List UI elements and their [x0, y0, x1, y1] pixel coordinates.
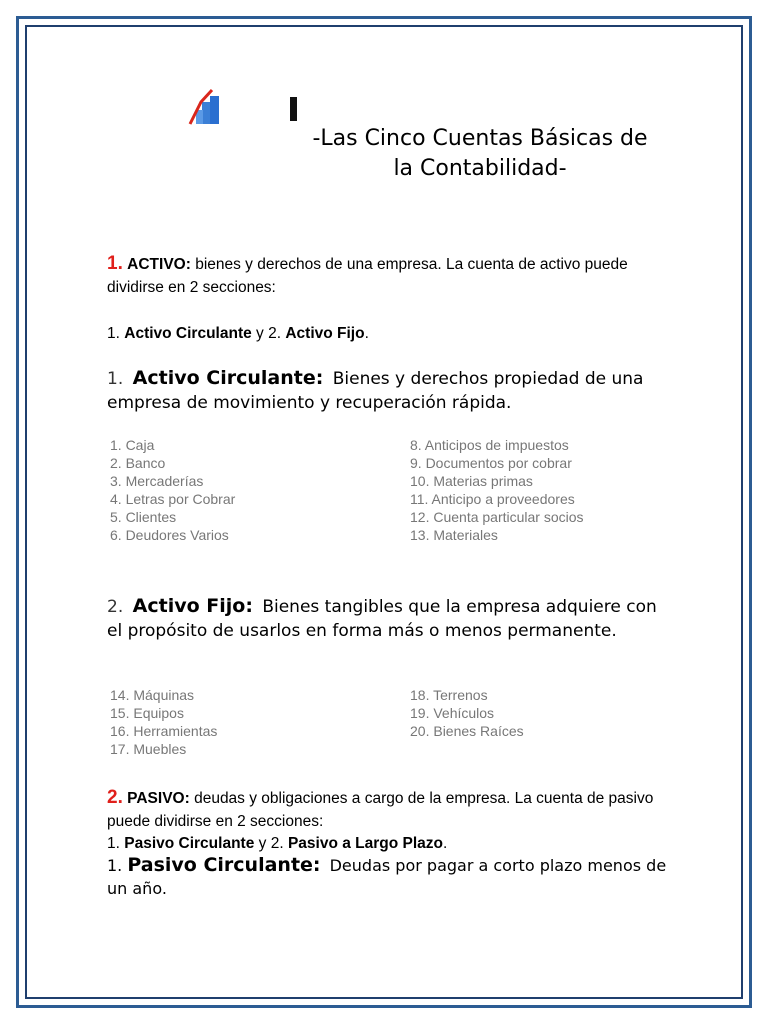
title-line-1: -Las Cinco Cuentas Básicas de	[312, 126, 648, 151]
split-connector: y 2.	[256, 325, 282, 342]
split-end: .	[443, 835, 448, 852]
subsection-text: Deudas por pagar a corto plazo menos de un año.	[107, 856, 667, 898]
section-number: 1.	[107, 253, 123, 274]
section-pasivo	[107, 786, 667, 833]
subsection-pasivo-circulante	[107, 854, 687, 900]
list-item: 4. Letras por Cobrar	[110, 491, 236, 507]
split-item-b: Activo Fijo	[285, 325, 365, 342]
title-line-2: la Contabilidad-	[393, 156, 567, 181]
subsection-heading: Activo Circulante:	[132, 367, 324, 389]
page-title	[280, 124, 680, 184]
section-label: PASIVO:	[127, 790, 190, 807]
list-item: 12. Cuenta particular socios	[410, 509, 584, 525]
subsection-activo-fijo	[107, 594, 667, 643]
section-activo	[107, 252, 667, 299]
subsection-activo-circulante	[107, 366, 667, 415]
subsection-heading: Pasivo Circulante:	[127, 854, 321, 876]
activo-split-line	[107, 322, 667, 345]
pasivo-split-line	[107, 832, 667, 855]
activo-fijo-list-left	[110, 686, 217, 758]
list-item: 18. Terrenos	[410, 687, 488, 703]
list-item: 10. Materias primas	[410, 473, 533, 489]
list-item: 19. Vehículos	[410, 705, 495, 721]
list-item: 1. Caja	[110, 437, 155, 453]
subsection-text: Bienes y derechos propiedad de una empresa de movimiento y recuperación rápida.	[107, 369, 644, 413]
split-connector: y 2.	[258, 835, 284, 852]
section-label: ACTIVO:	[127, 256, 191, 273]
list-item: 2. Banco	[110, 455, 166, 471]
split-item-a: Pasivo Circulante	[124, 835, 255, 852]
list-item: 3. Mercaderías	[110, 473, 204, 489]
section-text: deudas y obligaciones a cargo de la empresa. La cuenta de pasivo puede dividirse en 2 secciones:	[107, 790, 654, 830]
split-number: 1.	[107, 325, 120, 342]
list-item: 16. Herramientas	[110, 723, 218, 739]
list-item: 15. Equipos	[110, 705, 184, 721]
list-item: 20. Bienes Raíces	[410, 723, 524, 739]
list-item: 11. Anticipo a proveedores	[410, 491, 575, 507]
list-item: 14. Máquinas	[110, 687, 195, 703]
list-item: 8. Anticipos de impuestos	[410, 437, 569, 453]
subsection-number: 2.	[107, 597, 124, 617]
list-item: 9. Documentos por cobrar	[410, 455, 572, 471]
section-number: 2.	[107, 787, 123, 808]
text-cursor-mark	[290, 97, 297, 121]
split-number: 1.	[107, 835, 120, 852]
subsection-number: 1.	[107, 856, 123, 875]
section-text: bienes y derechos de una empresa. La cuenta de activo puede dividirse en 2 secciones:	[107, 256, 628, 296]
list-item: 13. Materiales	[410, 527, 498, 543]
activo-fijo-list-right	[410, 686, 524, 740]
subsection-heading: Activo Fijo:	[132, 595, 253, 617]
list-item: 17. Muebles	[110, 741, 187, 757]
split-end: .	[364, 325, 369, 342]
split-item-a: Activo Circulante	[124, 325, 252, 342]
subsection-text: Bienes tangibles que la empresa adquiere con el propósito de usarlos en forma más o menos permanente.	[107, 597, 657, 641]
split-item-b: Pasivo a Largo Plazo	[287, 835, 443, 852]
subsection-number: 1.	[107, 369, 124, 389]
activo-circulante-list-left	[110, 436, 235, 544]
list-item: 6. Deudores Varios	[110, 527, 229, 543]
list-item: 5. Clientes	[110, 509, 177, 525]
chart-logo-icon	[188, 88, 224, 126]
activo-circulante-list-right	[410, 436, 584, 544]
